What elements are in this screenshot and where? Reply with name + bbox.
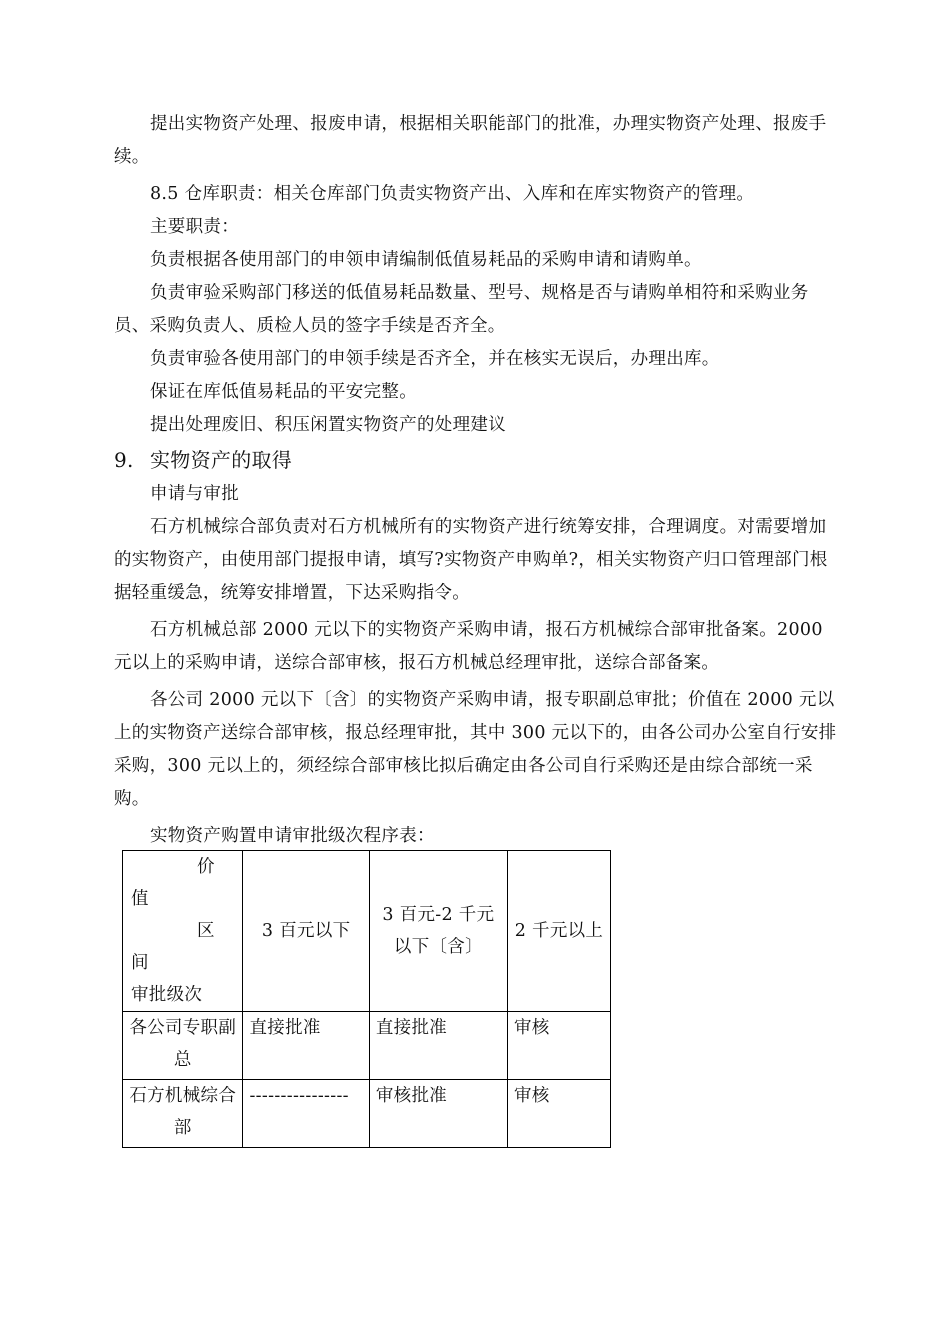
section-heading (114, 442, 844, 478)
paragraph: 8.5 仓库职责：相关仓库部门负责实物资产出、入库和在库实物资产的管理。 (150, 184, 755, 204)
table-header-cell: 3 百元以下 (243, 851, 369, 1012)
paragraph: 负责审验采购部门移送的低值易耗品数量、型号、规格是否与请购单相符和采购业务员、采购负责人、质检人员的签字手续是否齐全。 (114, 283, 809, 336)
corner-text: 值 (131, 889, 149, 909)
corner-text: 间 (131, 953, 149, 973)
table-row (123, 1080, 611, 1148)
table-cell: 审核 (507, 1080, 610, 1148)
document-body (114, 108, 844, 853)
section-number: 9. (114, 448, 134, 472)
paragraph: 保证在库低值易耗品的平安完整。 (150, 382, 417, 402)
corner-text: 价 (197, 857, 215, 877)
corner-text: 审批级次 (131, 985, 203, 1005)
approval-level-table (122, 850, 611, 1148)
paragraph: 负责根据各使用部门的申领申请编制低值易耗品的采购申请和请购单。 (150, 250, 702, 270)
paragraph: 各公司 2000 元以下〔含〕的实物资产采购申请，报专职副总审批；价值在 2000 元以上的实物资产送综合部审核，报总经理审批，其中 300 元以下的，由各公司办公室自行安排采购，300 元以上的，须经综合部审核比拟后确定由各公司自行采购还是由综合部统一采购。 (114, 690, 837, 809)
table-header-cell: 3 百元-2 千元以下〔含〕 (369, 851, 507, 1012)
paragraph: 提出处理废旧、积压闲置实物资产的处理建议 (150, 415, 506, 435)
corner-text: 区 (197, 921, 215, 941)
table-cell: 直接批准 (369, 1012, 507, 1080)
table-row (123, 1012, 611, 1080)
paragraph: 主要职责： (150, 217, 239, 237)
table-header-cell: 2 千元以上 (507, 851, 610, 1012)
table-header-row (123, 851, 611, 1012)
paragraph: 提出实物资产处理、报废申请，根据相关职能部门的批准，办理实物资产处理、报废手续。 (114, 114, 827, 167)
section-title: 实物资产的取得 (150, 448, 293, 472)
paragraph: 负责审验各使用部门的申领手续是否齐全，并在核实无误后，办理出库。 (150, 349, 720, 369)
table-row-header: 各公司专职副总 (123, 1012, 243, 1080)
table-caption: 实物资产购置申请审批级次程序表： (150, 826, 435, 846)
table-cell: ---------------- (243, 1080, 369, 1148)
table-corner-cell (123, 851, 243, 1012)
table-cell: 审核 (507, 1012, 610, 1080)
table-cell: 直接批准 (243, 1012, 369, 1080)
paragraph: 石方机械总部 2000 元以下的实物资产采购申请，报石方机械综合部审批备案。2000 元以上的采购申请，送综合部审核，报石方机械总经理审批，送综合部备案。 (114, 620, 823, 673)
paragraph: 石方机械综合部负责对石方机械所有的实物资产进行统筹安排，合理调度。对需要增加的实物资产，由使用部门提报申请，填写?实物资产申购单?，相关实物资产归口管理部门根据轻重缓急，统筹安排增置，下达采购指令。 (114, 517, 828, 603)
paragraph: 申请与审批 (150, 484, 239, 504)
table-cell: 审核批准 (369, 1080, 507, 1148)
table-row-header: 石方机械综合部 (123, 1080, 243, 1148)
